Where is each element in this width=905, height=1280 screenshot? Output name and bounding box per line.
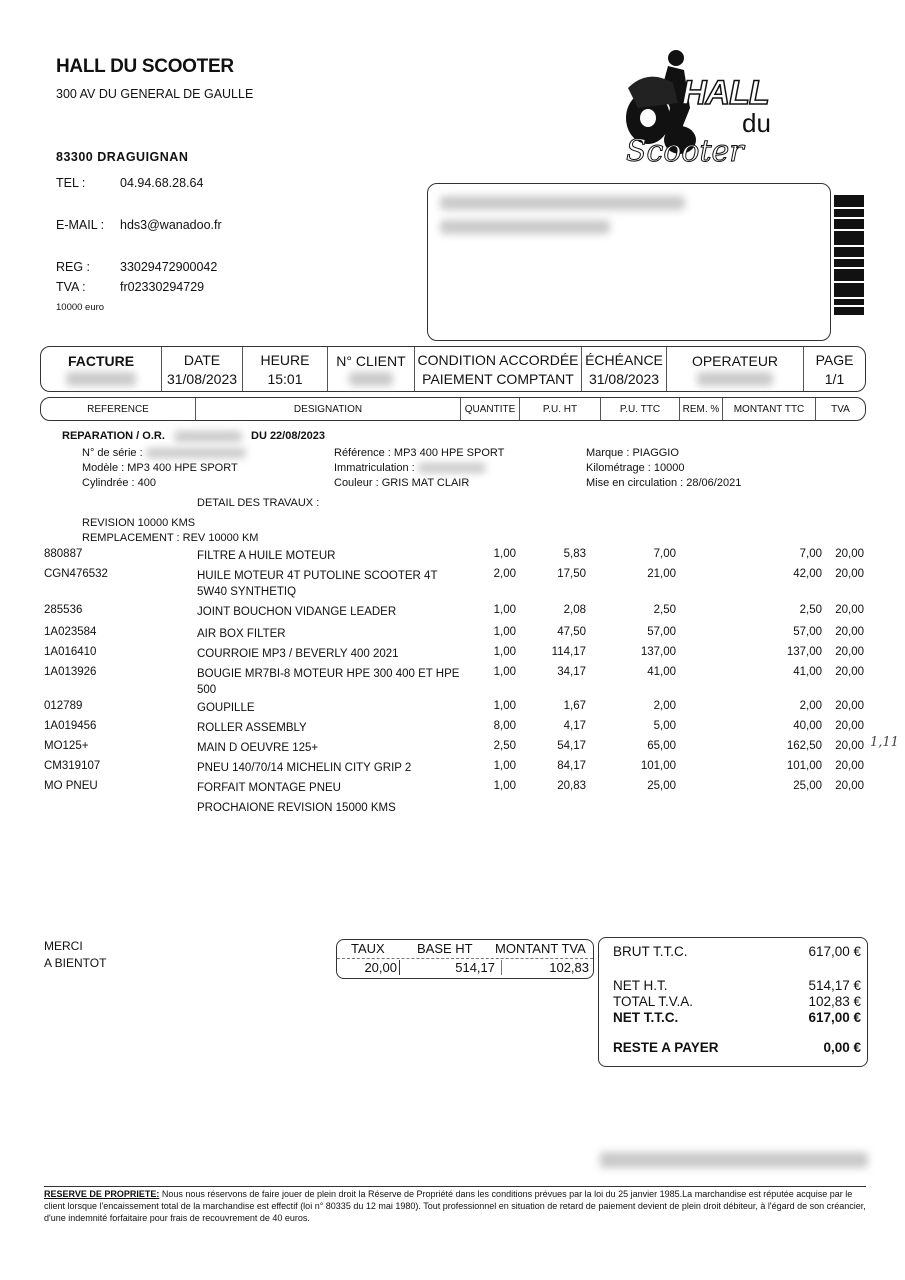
echeance-label: ÉCHÉANCE (585, 351, 663, 368)
line-items-header (40, 397, 866, 421)
line-unit-price-ht: 17,50 (557, 568, 586, 580)
line-reference: 880887 (44, 548, 83, 560)
client-address-box (427, 183, 831, 341)
line-quantity: 1,00 (493, 626, 516, 638)
net-ttc-value: 617,00 € (808, 1010, 861, 1025)
page-cell (804, 347, 865, 391)
net-ht-row (613, 978, 861, 993)
vehicle-reference: Référence : MP3 400 HPE SPORT (334, 447, 505, 459)
reg-label: REG : (56, 260, 91, 274)
line-designation: COURROIE MP3 / BEVERLY 400 2021 (197, 648, 399, 660)
col-reference: REFERENCE (41, 398, 196, 420)
line-unit-price-ht: 114,17 (551, 646, 586, 658)
line-quantity: 2,50 (493, 740, 516, 752)
line-reference: 1A016410 (44, 646, 97, 658)
reste-a-payer-value: 0,00 € (823, 1040, 861, 1055)
line-vat-rate: 20,00 (835, 700, 864, 712)
facture-cell (41, 347, 162, 391)
line-vat-rate: 20,00 (835, 646, 864, 658)
vehicle-col-3 (586, 446, 741, 491)
postal-barcode (834, 195, 864, 331)
line-unit-price-ht: 5,83 (563, 548, 586, 560)
line-vat-rate: 20,00 (835, 626, 864, 638)
echeance-cell (582, 347, 667, 391)
line-unit-price-ttc: 57,00 (647, 626, 676, 638)
vehicle-col-1 (82, 446, 246, 491)
shop-reg (56, 260, 217, 274)
line-unit-price-ttc: 2,00 (653, 700, 676, 712)
operateur-cell (667, 347, 804, 391)
net-ht-label: NET H.T. (613, 978, 668, 993)
line-unit-price-ht: 2,08 (563, 604, 586, 616)
condition-label: CONDITION ACCORDÉE (417, 351, 579, 368)
shop-email (56, 218, 222, 232)
total-tva-label: TOTAL T.V.A. (613, 994, 694, 1009)
line-unit-price-ttc: 7,00 (653, 548, 676, 560)
col-tva: TVA (831, 403, 850, 415)
net-ttc-label: NET T.T.C. (613, 1010, 679, 1025)
logo-scooter-text: Scooter (626, 134, 744, 169)
line-amount-ttc: 40,00 (793, 720, 822, 732)
redacted-client-name (440, 196, 685, 210)
line-vat-rate: 20,00 (835, 740, 864, 752)
date-cell (162, 347, 243, 391)
date-label: DATE (183, 351, 221, 368)
shop-name: HALL DU SCOOTER (56, 56, 234, 77)
line-designation: JOINT BOUCHON VIDANGE LEADER (197, 606, 397, 618)
line-reference: CGN476532 (44, 568, 108, 580)
shop-address: 300 AV DU GENERAL DE GAULLE (56, 87, 254, 101)
vat-amount-label: MONTANT TVA (495, 941, 586, 956)
vehicle-model: Modèle : MP3 400 HPE SPORT (82, 462, 238, 474)
line-unit-price-ttc: 137,00 (640, 646, 676, 658)
vat-base-value: 514,17 (413, 960, 502, 975)
share-capital: 10000 euro (56, 302, 105, 313)
line-reference: 1A013926 (44, 666, 97, 678)
line-amount-ttc: 42,00 (793, 568, 822, 580)
page-value: 1/1 (824, 370, 845, 387)
line-quantity: 8,00 (493, 720, 516, 732)
shop-tel (56, 176, 203, 190)
client-label: N° CLIENT (336, 352, 406, 369)
immatriculation-label: Immatriculation : (334, 462, 415, 474)
date-value: 31/08/2023 (166, 370, 238, 387)
tva-label: TVA : (56, 280, 86, 294)
redacted-serial (146, 448, 246, 458)
line-unit-price-ht: 47,50 (557, 626, 586, 638)
line-reference: 1A019456 (44, 720, 97, 732)
line-amount-ttc: 101,00 (786, 760, 822, 772)
email-value: hds3@wanadoo.fr (120, 218, 222, 232)
shop-postcode-city: 83300 DRAGUIGNAN (56, 150, 189, 164)
line-reference: MO125+ (44, 740, 89, 752)
tel-label: TEL : (56, 176, 86, 190)
net-ttc-row (613, 1010, 861, 1025)
line-designation: AIR BOX FILTER (197, 628, 286, 640)
line-quantity: 1,00 (493, 760, 516, 772)
col-quantite: QUANTITE (461, 398, 520, 420)
heure-value: 15:01 (267, 370, 303, 387)
vehicle-displacement: Cylindrée : 400 (82, 477, 156, 489)
col-designation: DESIGNATION (196, 398, 461, 420)
repair-order-prefix: REPARATION / O.R. (62, 430, 165, 442)
facture-label: FACTURE (67, 352, 135, 369)
line-amount-ttc: 25,00 (793, 780, 822, 792)
line-designation: PNEU 140/70/14 MICHELIN CITY GRIP 2 (197, 762, 412, 774)
col-montant-ttc: MONTANT TTC (723, 398, 816, 420)
operateur-label: OPERATEUR (691, 352, 779, 369)
client-cell (328, 347, 415, 391)
reste-a-payer-row (613, 1040, 861, 1055)
line-quantity: 1,00 (493, 666, 516, 678)
line-amount-ttc: 7,00 (799, 548, 822, 560)
line-quantity: 1,00 (493, 780, 516, 792)
redacted-footer-stamp (600, 1152, 868, 1168)
serie-label: N° de série : (82, 447, 143, 459)
brut-ttc-label: BRUT T.T.C. (613, 944, 688, 959)
line-amount-ttc: 2,00 (799, 700, 822, 712)
revision-text: REVISION 10000 KMS (82, 517, 196, 529)
condition-cell (415, 347, 582, 391)
redacted-client-number (349, 372, 393, 386)
line-reference: 012789 (44, 700, 83, 712)
thank-you-message (44, 938, 106, 972)
line-vat-rate: 20,00 (835, 548, 864, 560)
work-detail-label: DETAIL DES TRAVAUX : (197, 497, 320, 509)
col-pu-ht: P.U. HT (520, 398, 601, 420)
total-tva-row (613, 994, 861, 1009)
logo-du-text: du (742, 108, 771, 138)
redacted-client-address (440, 220, 610, 234)
shop-logo (612, 44, 782, 169)
vehicle-mileage: Kilométrage : 10000 (586, 462, 685, 474)
repair-order-date: DU 22/08/2023 (251, 430, 325, 442)
line-unit-price-ttc: 21,00 (647, 568, 676, 580)
merci-text: MERCI (44, 939, 83, 953)
line-vat-rate: 20,00 (835, 666, 864, 678)
line-quantity: 1,00 (493, 646, 516, 658)
line-reference: MO PNEU (44, 780, 98, 792)
tel-value: 04.94.68.28.64 (120, 176, 204, 190)
handwritten-annotation: 1,11 (870, 735, 899, 750)
line-reference: 285536 (44, 604, 83, 616)
line-unit-price-ttc: 65,00 (647, 740, 676, 752)
line-amount-ttc: 137,00 (786, 646, 822, 658)
heure-label: HEURE (260, 351, 310, 368)
col-pu-ttc: P.U. TTC (601, 398, 680, 420)
line-designation: MAIN D OEUVRE 125+ (197, 742, 319, 754)
line-vat-rate: 20,00 (835, 604, 864, 616)
redacted-invoice-number (66, 372, 136, 386)
line-amount-ttc: 2,50 (799, 604, 822, 616)
line-vat-rate: 20,00 (835, 760, 864, 772)
line-unit-price-ttc: 25,00 (647, 780, 676, 792)
condition-value: PAIEMENT COMPTANT (422, 370, 574, 387)
line-unit-price-ht: 1,67 (563, 700, 586, 712)
vehicle-brand: Marque : PIAGGIO (586, 447, 679, 459)
line-designation: GOUPILLE (197, 702, 255, 714)
line-unit-price-ht: 4,17 (563, 720, 586, 732)
line-unit-price-ttc: 41,00 (647, 666, 676, 678)
redacted-operator (697, 372, 773, 386)
page-label: PAGE (815, 351, 854, 368)
line-amount-ttc: 41,00 (793, 666, 822, 678)
brut-ttc-value: 617,00 € (808, 944, 861, 959)
line-unit-price-ttc: 5,00 (653, 720, 676, 732)
line-unit-price-ttc: 2,50 (653, 604, 676, 616)
legal-label: RESERVE DE PROPRIETE: (44, 1189, 160, 1199)
email-label: E-MAIL : (56, 218, 105, 232)
line-quantity: 1,00 (493, 700, 516, 712)
line-reference: CM319107 (44, 760, 101, 772)
reg-value: 33029472900042 (120, 260, 218, 274)
line-designation: HUILE MOTEUR 4T PUTOLINE SCOOTER 4T 5W40 SYNTHETIQ (197, 570, 438, 598)
line-amount-ttc: 162,50 (786, 740, 822, 752)
legal-footer (44, 1186, 866, 1224)
vehicle-color: Couleur : GRIS MAT CLAIR (334, 477, 470, 489)
redacted-plate (418, 463, 486, 473)
redacted-or-number (174, 431, 242, 442)
heure-cell (243, 347, 328, 391)
vehicle-col-2 (334, 446, 504, 491)
a-bientot-text: A BIENTOT (44, 956, 107, 970)
totals-box (598, 937, 868, 1067)
line-quantity: 1,00 (493, 604, 516, 616)
tva-value: fr02330294729 (120, 280, 205, 294)
line-designation: FILTRE A HUILE MOTEUR (197, 550, 336, 562)
legal-text: Nous nous réservons de faire jouer de plein droit la Réserve de Propriété dans les conditions prévues par la loi du 25 janvier 1985.La marchandise est réputée acquise par le client lorsque l'encaissement total de la marchandise est effectif (loi n° 80335 du 12 mai 1980). Tout professionnel en situation de retard de paiement devient de plein droit débiteur, à l'égard de son créancier, d'une indemnité forfaitaire pour frais de recouvrement de 40 euros. (44, 1189, 866, 1223)
col-remise: REM. % (680, 398, 723, 420)
invoice-header (40, 346, 866, 392)
replacement-text: REMPLACEMENT : REV 10000 KM (82, 532, 259, 544)
line-vat-rate: 20,00 (835, 780, 864, 792)
vat-base-label: BASE HT (417, 941, 473, 956)
line-unit-price-ht: 84,17 (557, 760, 586, 772)
line-unit-price-ttc: 101,00 (640, 760, 676, 772)
line-quantity: 2,00 (493, 568, 516, 580)
line-unit-price-ht: 54,17 (557, 740, 586, 752)
line-vat-rate: 20,00 (835, 720, 864, 732)
vat-rate-label: TAUX (351, 941, 385, 956)
vat-summary-box (336, 939, 594, 979)
total-tva-value: 102,83 € (808, 994, 861, 1009)
echeance-value: 31/08/2023 (588, 370, 660, 387)
line-designation: FORFAIT MONTAGE PNEU (197, 782, 341, 794)
reste-a-payer-label: RESTE A PAYER (613, 1040, 719, 1055)
repair-order-title (62, 430, 325, 442)
line-designation: BOUGIE MR7BI-8 MOTEUR HPE 300 400 ET HPE 500 (197, 668, 460, 696)
line-vat-rate: 20,00 (835, 568, 864, 580)
vat-amount-value: 102,83 (549, 960, 589, 975)
vehicle-registration-date: Mise en circulation : 28/06/2021 (586, 477, 742, 489)
brut-ttc-row (613, 944, 861, 959)
logo-hall-text: HALL (682, 74, 769, 112)
line-unit-price-ht: 34,17 (557, 666, 586, 678)
line-unit-price-ht: 20,83 (557, 780, 586, 792)
vat-rate-value: 20,00 (355, 960, 400, 975)
line-reference: 1A023584 (44, 626, 97, 638)
line-amount-ttc: 57,00 (793, 626, 822, 638)
net-ht-value: 514,17 € (808, 978, 861, 993)
line-designation: ROLLER ASSEMBLY (197, 722, 307, 734)
next-revision-text: PROCHAIONE REVISION 15000 KMS (197, 802, 396, 814)
shop-tva (56, 280, 204, 294)
line-quantity: 1,00 (493, 548, 516, 560)
